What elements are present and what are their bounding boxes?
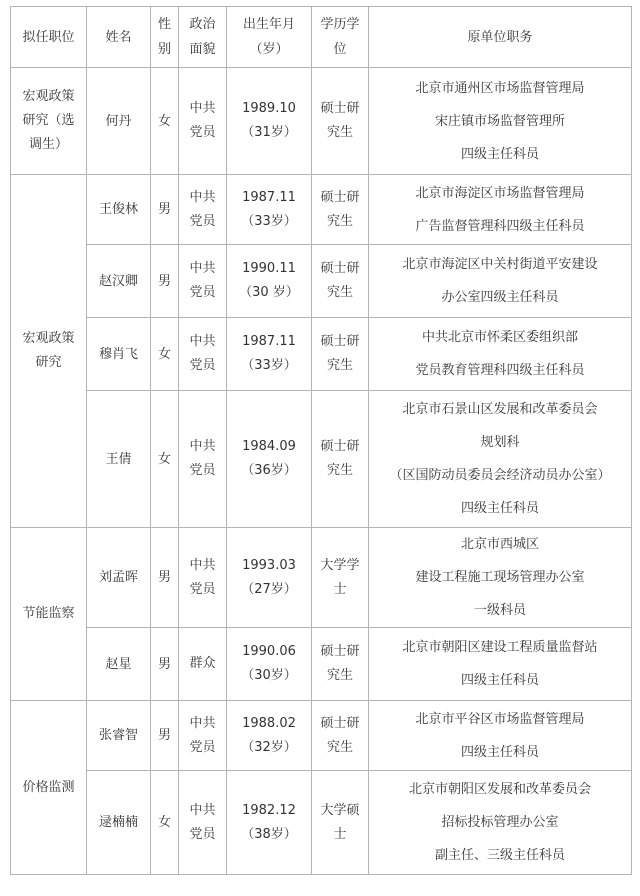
education-cell <box>312 68 369 175</box>
name-cell: 王倩 <box>87 391 151 528</box>
text-line: 副主任、三级主任科员 <box>434 848 565 863</box>
text-line: 招标投标管理办公室 <box>441 815 559 830</box>
text-line: 党员 <box>189 285 216 300</box>
appointment-table-container <box>10 6 631 875</box>
text-line: 原单位职务 <box>467 29 533 45</box>
birth-cell <box>227 701 312 771</box>
education-cell <box>312 701 369 771</box>
birth-cell <box>227 318 312 391</box>
name-cell: 何丹 <box>87 68 151 175</box>
text-line: 党员 <box>189 739 216 755</box>
text-line: 建设工程施工现场管理办公室 <box>415 570 585 585</box>
text-line: 1993.03 <box>242 557 296 573</box>
text-line: 党员 <box>189 826 216 842</box>
text-line: 1984.09 <box>242 439 296 454</box>
education-cell <box>312 628 369 701</box>
text-line: 广告监督管理科四级主任科员 <box>415 218 585 234</box>
text-line: 士 <box>333 581 347 597</box>
text-line: （32岁） <box>241 739 297 755</box>
text-line: 北京市石景山区发展和改革委员会 <box>402 402 598 417</box>
text-line: 中共 <box>189 101 216 116</box>
text-line: 硕士研 <box>320 261 360 276</box>
unit-cell <box>369 245 632 318</box>
text-line: 中共 <box>189 557 216 573</box>
table-row <box>11 391 632 528</box>
header-education <box>312 7 369 68</box>
text-line: 中共 <box>189 715 216 731</box>
birth-cell <box>227 771 312 875</box>
text-line: 党员 <box>189 213 216 229</box>
table-row <box>11 318 632 391</box>
political-cell <box>179 771 227 875</box>
text-line: 调生） <box>28 137 68 152</box>
text-line: 面貌 <box>189 42 216 57</box>
text-line: 四级主任科员 <box>460 501 539 516</box>
text-line: 党员教育管理科四级主任科员 <box>415 363 585 378</box>
text-line: 办公室四级主任科员 <box>441 290 559 305</box>
text-line: 1987.11 <box>242 189 296 205</box>
table-row <box>11 68 632 175</box>
text-line: （38岁） <box>241 826 297 842</box>
text-line: 北京市朝阳区发展和改革委员会 <box>408 782 591 797</box>
sex-cell: 男 <box>151 175 179 245</box>
education-cell <box>312 245 369 318</box>
text-line: 1990.11 <box>242 261 296 276</box>
header-name <box>87 7 151 68</box>
text-line: 党员 <box>189 463 216 478</box>
unit-cell <box>369 528 632 628</box>
header-row <box>11 7 632 68</box>
text-line: 姓名 <box>105 29 132 45</box>
education-cell <box>312 175 369 245</box>
education-cell <box>312 318 369 391</box>
sex-cell: 男 <box>151 628 179 701</box>
text-line: 党员 <box>189 581 216 597</box>
text-line: 研究（选 <box>22 113 75 128</box>
text-line: 北京市海淀区中关村街道平安建设 <box>402 257 598 272</box>
political-cell <box>179 628 227 701</box>
text-line: （30 岁） <box>239 285 299 300</box>
text-line: （区国防动员委员会经济动员办公室） <box>389 468 611 483</box>
text-line: 究生 <box>326 213 353 229</box>
unit-cell <box>369 701 632 771</box>
text-line: 拟任职位 <box>22 29 75 45</box>
education-cell <box>312 391 369 528</box>
table-body <box>11 68 632 875</box>
position-cell <box>11 68 87 175</box>
text-line: （36岁） <box>241 463 297 478</box>
text-line: 硕士研 <box>320 101 360 116</box>
text-line: 中共 <box>189 802 216 818</box>
position-cell <box>11 175 87 528</box>
text-line: 政治 <box>189 17 216 32</box>
political-cell <box>179 528 227 628</box>
text-line: （30岁） <box>241 668 297 683</box>
header-birth <box>227 7 312 68</box>
text-line: 北京市平谷区市场监督管理局 <box>415 711 585 727</box>
text-line: 1988.02 <box>242 715 296 731</box>
text-line: 规划科 <box>480 435 520 450</box>
name-cell: 刘孟晖 <box>87 528 151 628</box>
text-line: 1987.11 <box>242 334 296 349</box>
text-line: 党员 <box>189 125 216 140</box>
text-line: 北京市朝阳区建设工程质量监督站 <box>402 640 598 655</box>
text-line: 价格监测 <box>22 779 75 795</box>
name-cell: 王俊林 <box>87 175 151 245</box>
text-line: 中共 <box>189 261 216 276</box>
text-line: 宏观政策 <box>22 331 75 346</box>
table-row <box>11 628 632 701</box>
unit-cell <box>369 628 632 701</box>
text-line: （27岁） <box>241 581 297 597</box>
text-line: 中共 <box>189 189 216 205</box>
table-row <box>11 175 632 245</box>
text-line: （31岁） <box>241 125 297 140</box>
birth-cell <box>227 175 312 245</box>
unit-cell <box>369 68 632 175</box>
political-cell <box>179 701 227 771</box>
text-line: 大学学 <box>320 557 360 573</box>
text-line: 研究 <box>35 355 62 370</box>
text-line: 1982.12 <box>242 802 296 818</box>
unit-cell <box>369 318 632 391</box>
name-cell: 赵星 <box>87 628 151 701</box>
name-cell: 逯楠楠 <box>87 771 151 875</box>
text-line: 别 <box>157 42 171 57</box>
sex-cell: 男 <box>151 528 179 628</box>
name-cell: 赵汉卿 <box>87 245 151 318</box>
text-line: 1990.06 <box>242 644 296 659</box>
text-line: 宋庄镇市场监督管理所 <box>434 113 565 129</box>
text-line: 1989.10 <box>242 101 296 116</box>
table-row <box>11 245 632 318</box>
birth-cell <box>227 628 312 701</box>
table-row <box>11 701 632 771</box>
text-line: 究生 <box>326 668 353 683</box>
political-cell <box>179 175 227 245</box>
text-line: 北京市海淀区市场监督管理局 <box>415 185 585 201</box>
position-cell <box>11 528 87 701</box>
sex-cell: 女 <box>151 771 179 875</box>
unit-cell <box>369 771 632 875</box>
header-unit <box>369 7 632 68</box>
text-line: 中共北京市怀柔区委组织部 <box>421 330 578 345</box>
text-line: 究生 <box>326 125 353 140</box>
text-line: （33岁） <box>241 213 297 229</box>
text-line: （岁） <box>249 42 289 57</box>
political-cell <box>179 318 227 391</box>
name-cell: 穆肖飞 <box>87 318 151 391</box>
header-sex <box>151 7 179 68</box>
education-cell <box>312 771 369 875</box>
text-line: （33岁） <box>241 358 297 373</box>
text-line: 出生年月 <box>242 17 295 32</box>
text-line: 宏观政策 <box>22 89 75 104</box>
unit-cell <box>369 391 632 528</box>
text-line: 性 <box>157 17 171 32</box>
text-line: 硕士研 <box>320 715 360 731</box>
appointment-table <box>10 6 632 875</box>
text-line: 一级科员 <box>473 603 526 618</box>
position-cell <box>11 701 87 875</box>
education-cell <box>312 528 369 628</box>
text-line: 群众 <box>189 656 216 671</box>
text-line: 党员 <box>189 358 216 373</box>
text-line: 学历学 <box>320 17 360 32</box>
table-row <box>11 528 632 628</box>
text-line: 究生 <box>326 739 353 755</box>
text-line: 北京市西城区 <box>460 537 539 552</box>
birth-cell <box>227 528 312 628</box>
table-row <box>11 771 632 875</box>
unit-cell <box>369 175 632 245</box>
political-cell <box>179 391 227 528</box>
text-line: 硕士研 <box>320 644 360 659</box>
text-line: 中共 <box>189 334 216 349</box>
text-line: 大学硕 <box>320 802 360 818</box>
text-line: 硕士研 <box>320 439 360 454</box>
header-position <box>11 7 87 68</box>
sex-cell: 男 <box>151 701 179 771</box>
text-line: 位 <box>333 42 347 57</box>
text-line: 四级主任科员 <box>460 146 539 162</box>
text-line: 四级主任科员 <box>460 744 539 760</box>
text-line: 四级主任科员 <box>460 673 539 688</box>
political-cell <box>179 245 227 318</box>
header-political <box>179 7 227 68</box>
sex-cell: 男 <box>151 245 179 318</box>
sex-cell: 女 <box>151 318 179 391</box>
text-line: 究生 <box>326 463 353 478</box>
birth-cell <box>227 68 312 175</box>
text-line: 硕士研 <box>320 189 360 205</box>
text-line: 中共 <box>189 439 216 454</box>
sex-cell: 女 <box>151 68 179 175</box>
text-line: 士 <box>333 826 347 842</box>
political-cell <box>179 68 227 175</box>
text-line: 节能监察 <box>22 606 75 621</box>
birth-cell <box>227 245 312 318</box>
text-line: 北京市通州区市场监督管理局 <box>415 80 585 96</box>
name-cell: 张睿智 <box>87 701 151 771</box>
text-line: 究生 <box>326 285 353 300</box>
text-line: 硕士研 <box>320 334 360 349</box>
text-line: 究生 <box>326 358 353 373</box>
sex-cell: 女 <box>151 391 179 528</box>
birth-cell <box>227 391 312 528</box>
